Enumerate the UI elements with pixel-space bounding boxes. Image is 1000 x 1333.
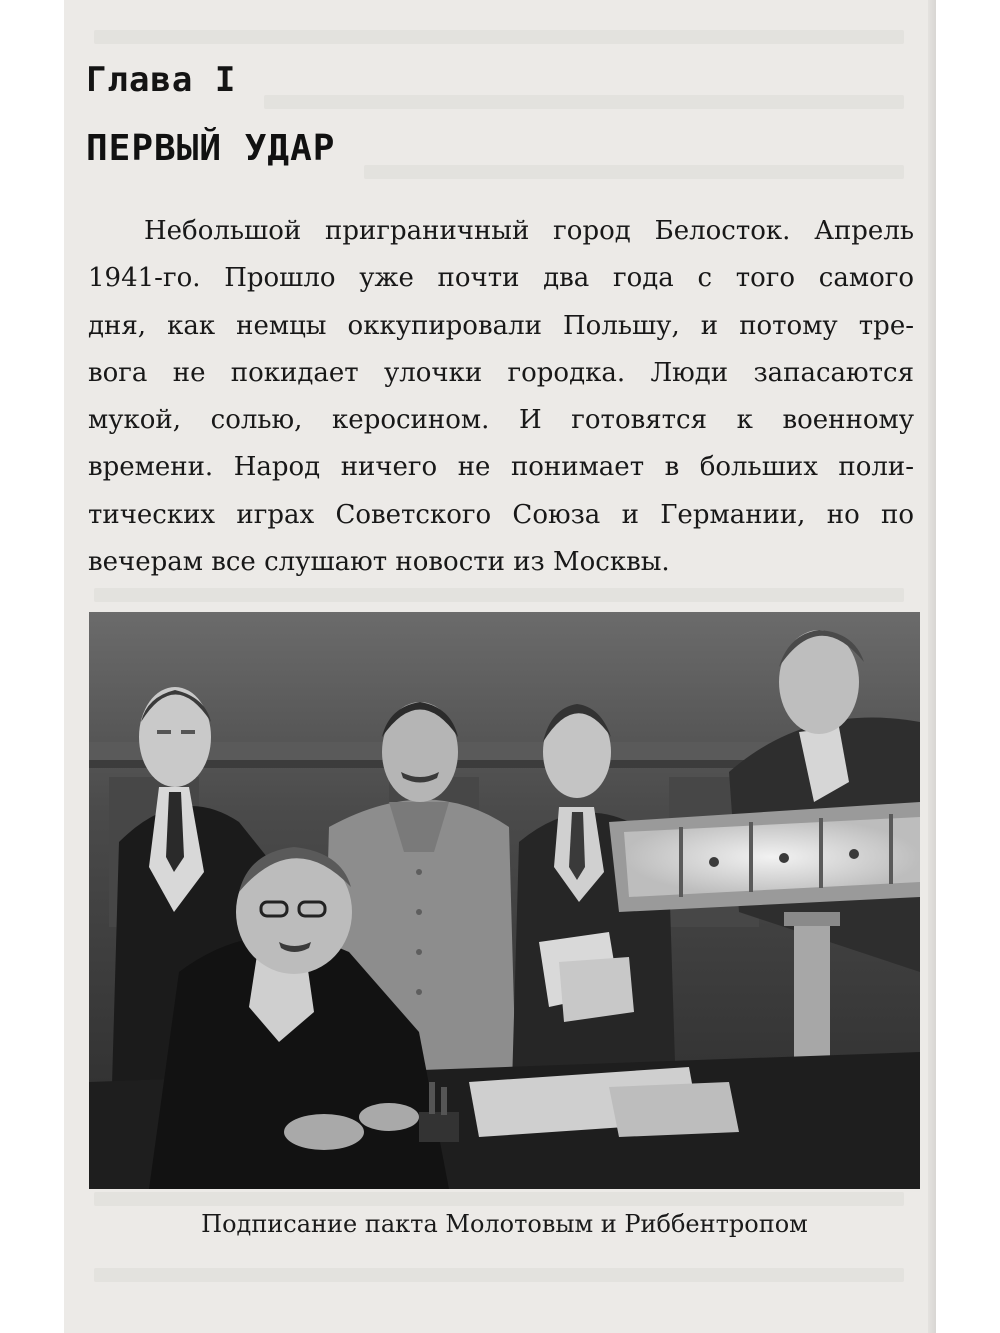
show-through-text: [364, 165, 904, 179]
photo-caption: Подписание пакта Молотовым и Риббентропом: [201, 1210, 808, 1238]
body-line: вога не покидает улочки городка. Люди запасаются: [88, 357, 914, 388]
body-paragraph: [88, 208, 914, 586]
historical-photo: [89, 612, 920, 1189]
chapter-title: ПЕРВЫЙ УДАР: [86, 128, 336, 169]
body-line: 1941-го. Прошло уже почти два года с того самого: [88, 263, 914, 294]
body-line: вечерам все слушают новости из Москвы.: [88, 547, 670, 578]
page-edge: [928, 0, 936, 1333]
chapter-label: Глава I: [86, 60, 237, 100]
show-through-text: [94, 588, 904, 602]
body-line: Небольшой приграничный город Белосток. Апрель: [144, 216, 914, 246]
body-line: дня, как немцы оккупировали Польшу, и потому тре-: [88, 310, 914, 341]
book-page: [64, 0, 936, 1333]
show-through-text: [94, 1268, 904, 1282]
body-line: времени. Народ ничего не понимает в больших поли-: [88, 452, 914, 483]
photo-illustration: [89, 612, 920, 1189]
body-line: мукой, солью, керосином. И готовятся к военному: [88, 405, 914, 436]
show-through-text: [264, 95, 904, 109]
show-through-text: [94, 30, 904, 44]
body-line: тических играх Советского Союза и Германии, но по: [88, 499, 914, 530]
show-through-text: [94, 1192, 904, 1206]
